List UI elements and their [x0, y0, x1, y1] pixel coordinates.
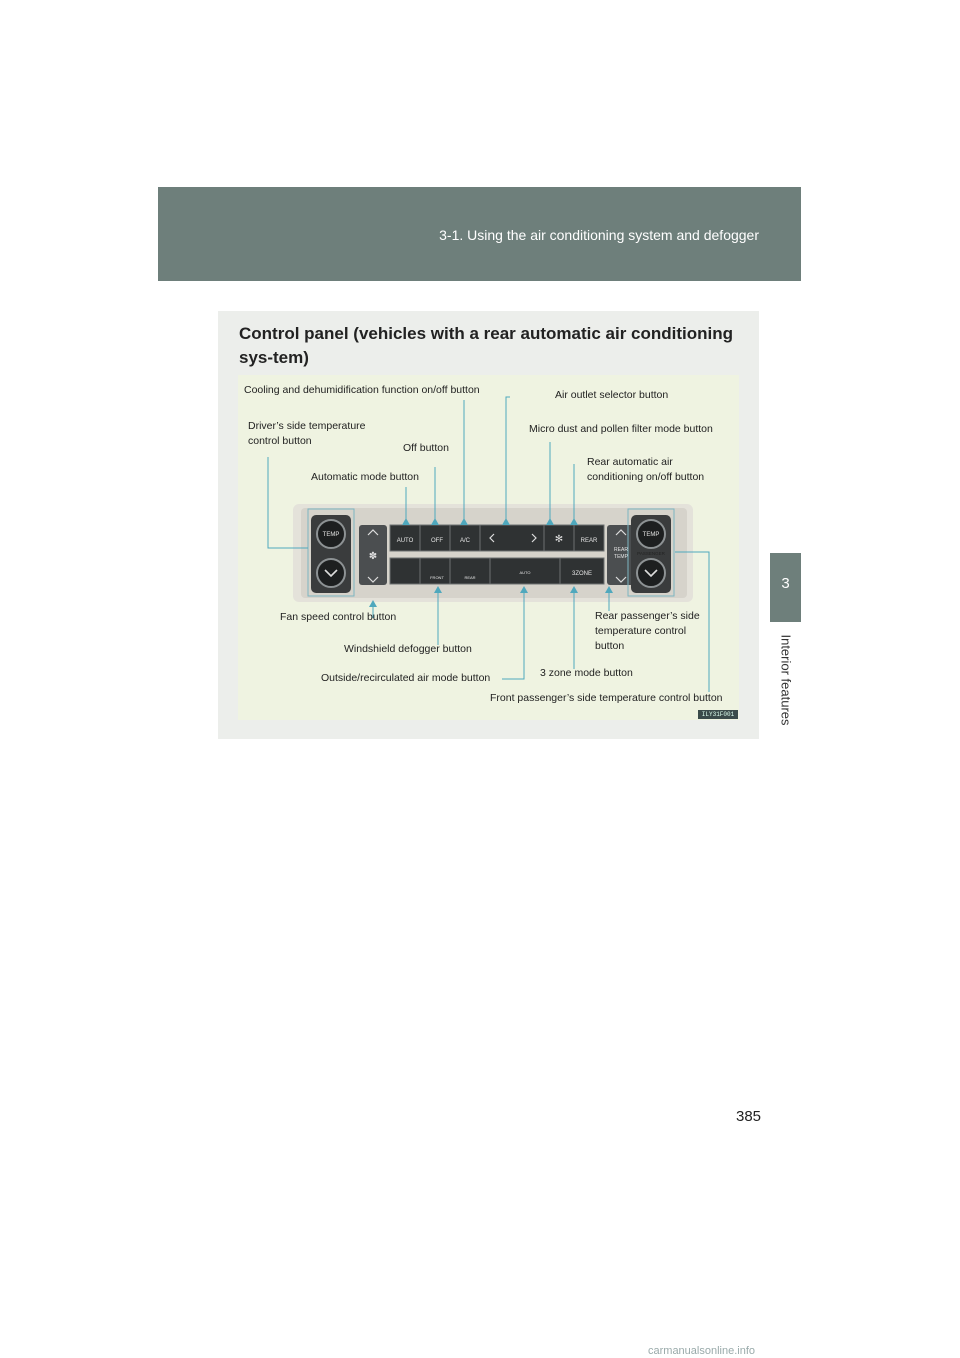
callout-three-zone: 3 zone mode button — [540, 667, 633, 679]
callout-air-outlet: Air outlet selector button — [555, 389, 669, 401]
svg-text:✽: ✽ — [368, 551, 378, 562]
callout-outside-recirc: Outside/recirculated air mode button — [321, 672, 491, 684]
auto-text: AUTO — [396, 538, 414, 544]
auto-small-text: AUTO — [519, 570, 531, 575]
callout-rear-auto: Rear automatic air conditioning on/off button — [587, 456, 705, 483]
callout-front-pass-temp: Front passenger’s side temperature control button — [490, 692, 723, 704]
section-title: 3-1. Using the air conditioning system and defogger — [439, 227, 759, 243]
rear-temp-text-1: REAR — [614, 547, 628, 553]
front-text: FRONT — [430, 575, 444, 580]
svg-text:✻: ✻ — [554, 534, 564, 545]
callout-micro-dust: Micro dust and pollen filter mode button — [529, 423, 713, 435]
chapter-label: Interior features — [778, 634, 794, 726]
chapter-number: 3 — [781, 575, 790, 592]
callout-cooling: Cooling and dehumidification function on/off button — [244, 384, 480, 396]
figure-code: ILY31F001 — [698, 710, 738, 719]
callout-fan-speed: Fan speed control button — [280, 611, 397, 623]
callout-rear-pass-temp: Rear passenger’s side temperature control button — [595, 610, 700, 652]
watermark: carmanualsonline.info — [648, 1345, 756, 1357]
passenger-text: PASSENGER — [637, 551, 665, 556]
callout-driver-temp: Driver’s side temperature control button — [248, 420, 366, 447]
callout-windshield: Windshield defogger button — [344, 643, 472, 655]
ac-text: A/C — [459, 538, 471, 544]
chapter-tab — [770, 553, 801, 622]
control-panel-box — [218, 311, 759, 739]
three-zone-text: 3ZONE — [571, 571, 593, 577]
rear-text: REAR — [580, 538, 598, 544]
rear-small-text: REAR — [464, 575, 476, 580]
panel-title: Control panel (vehicles with a rear automatic air conditioning sys-tem) — [239, 324, 734, 367]
section-header — [158, 187, 801, 281]
callout-off: Off button — [403, 442, 449, 454]
off-text: OFF — [431, 538, 443, 544]
control-panel-figure — [238, 375, 739, 720]
page-number: 385 — [736, 1108, 762, 1125]
driver-temp-text: TEMP — [322, 532, 340, 538]
passenger-temp-text: TEMP — [642, 532, 660, 538]
callout-auto: Automatic mode button — [311, 471, 419, 483]
rear-temp-text-2: TEMP — [614, 554, 628, 560]
